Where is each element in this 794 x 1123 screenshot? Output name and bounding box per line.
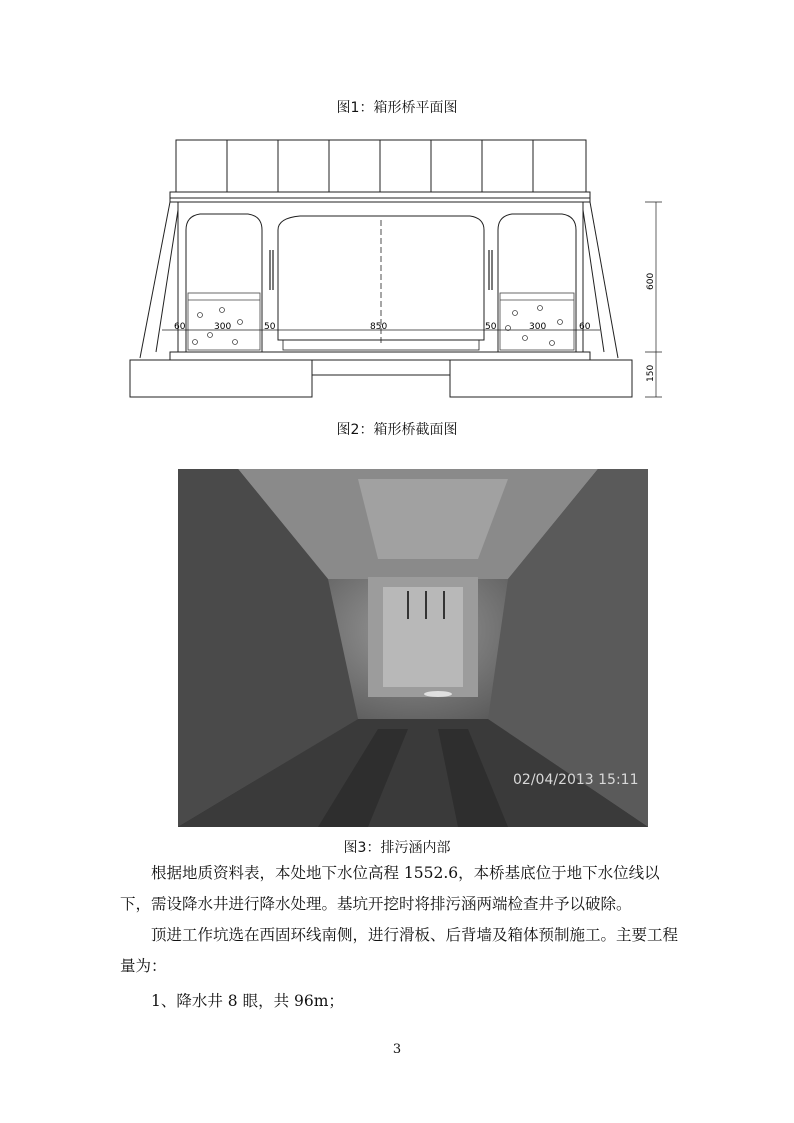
figure3-caption: 图3：排污涵内部 [343,840,451,856]
photo-timestamp: 02/04/2013 15:11 [513,772,639,788]
page-number: 3 [392,1042,402,1057]
dim-50-right: 50 [485,322,497,332]
deck-slab [170,192,590,202]
dim-150: 150 [646,364,656,382]
dim-850: 850 [370,322,388,332]
paragraph-1: 根据地质资料表，本处地下水位高程 1552.6，本桥基底位于地下水位线以下，需设降水井进行降水处理。基坑开挖时将排污涵两端检查井予以破除。 [120,864,660,913]
plan-cells [176,140,586,192]
figure1-caption: 图1：箱形桥平面图 [336,100,458,116]
body-text [120,858,680,1017]
figure2-caption: 图2：箱形桥截面图 [336,422,458,438]
dim-300-left: 300 [214,322,232,332]
box-bridge-section-drawing [0,130,794,430]
dim-50-left: 50 [264,322,276,332]
list-item-1: 1、降水井 8 眼，共 96m； [151,992,344,1010]
dim-600: 600 [646,272,656,290]
dim-60-left: 60 [174,322,186,332]
dim-300-right: 300 [529,322,547,332]
culvert-interior-photo [178,469,648,827]
paragraph-2: 顶进工作坑选在西固环线南侧，进行滑板、后背墙及箱体预制施工。主要工程量为： [120,926,679,975]
dim-60-right: 60 [579,322,591,332]
footings [130,360,632,397]
culvert-photo-graphic [178,469,648,827]
